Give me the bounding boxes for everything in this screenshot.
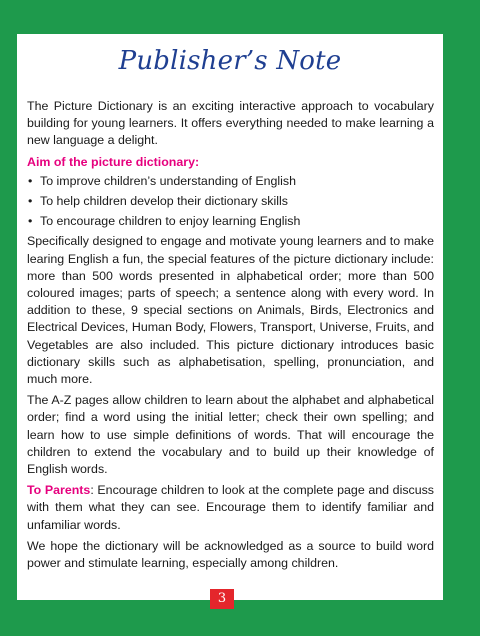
aim-list <box>27 173 434 231</box>
parents-text: : Encourage children to look at the complete page and discuss with them what they can see. Encourage them to identify familiar and unfamiliar words. <box>27 483 434 532</box>
note-body <box>27 98 434 576</box>
closing-paragraph: We hope the dictionary will be acknowledged as a source to build word power and stimulate learning, especially among children. <box>27 538 434 571</box>
parents-label: To Parents <box>27 483 91 498</box>
aim-list-item <box>27 173 434 190</box>
aim-list-item <box>27 193 434 210</box>
parents-paragraph <box>27 482 434 534</box>
bullet-icon: • <box>28 194 33 209</box>
page-title: Publisher’s Note <box>118 46 342 76</box>
bullet-icon: • <box>28 214 33 229</box>
features-paragraph: Specifically designed to engage and motivate young learners and to make learing English a fun, the special features of the picture dictionary include: more than 500 words presented in alphabetical order; more than 500 coloured images; parts of speech; a sentence along with every word. In addition to these, 9 special sections on Animals, Birds, Electronics and Electrical Devices, Human Body, Flowers, Transport, Universe, Fruits, and Vegetables are also included. This picture dictionary introduces basic dictionary skills such as alphabetisation, spelling, pronunciation, and much more. <box>27 234 434 387</box>
az-paragraph: The A-Z pages allow children to learn about the alphabet and alphabetical order; find a word using the initial letter; check their own spelling; and learn how to use simple definitions of words. That will encourage the children to extend the vocabulary and to build up their knowledge of English words. <box>27 393 434 477</box>
aim-item-text: To encourage children to enjoy learning English <box>40 214 301 229</box>
page-sheet <box>17 34 443 600</box>
aim-item-text: To improve children’s understanding of English <box>40 173 296 188</box>
aim-item-text: To help children develop their dictionary skills <box>40 194 288 209</box>
aim-heading: Aim of the picture dictionary: <box>27 154 200 169</box>
aim-list-item <box>27 213 434 230</box>
page-number-badge: 3 <box>210 589 234 609</box>
bullet-icon: • <box>28 173 33 188</box>
intro-paragraph: The Picture Dictionary is an exciting interactive approach to vocabulary building for young learners. It offers everything needed to make learning a new language a delight. <box>27 99 434 148</box>
